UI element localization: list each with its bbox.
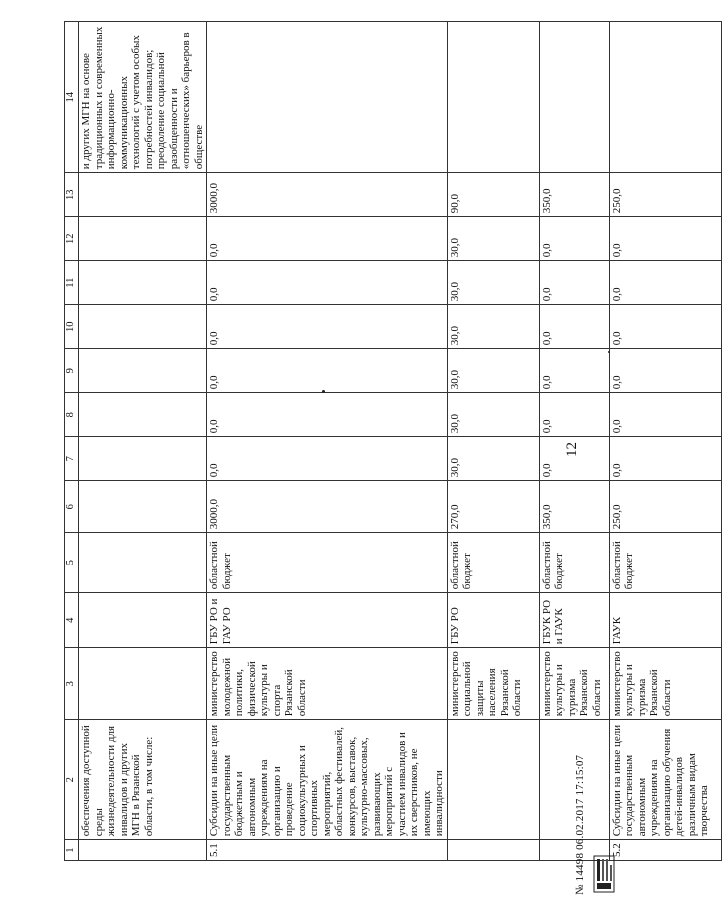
table-cell-col-4	[79, 593, 207, 648]
table-cell-col-3: министерство культуры и туризма Рязанской области	[609, 648, 721, 720]
table-cell-col-12: 0,0	[207, 217, 448, 261]
column-header-4: 4	[65, 593, 79, 648]
table-cell-col-13: 3000,0	[207, 173, 448, 217]
column-header-14: 14	[65, 22, 79, 173]
table-cell-col-7: 0,0	[207, 437, 448, 481]
table-cell-col-5: областной бюджет	[539, 533, 609, 593]
column-header-9: 9	[65, 349, 79, 393]
scan-speck	[608, 351, 610, 353]
table-cell-col-7: 30,0	[447, 437, 539, 481]
column-header-12: 12	[65, 217, 79, 261]
table-cell-col-8	[79, 393, 207, 437]
table-cell-col-13	[79, 173, 207, 217]
table-cell-col-1: 5.2	[609, 840, 721, 861]
column-header-3: 3	[65, 648, 79, 720]
table-cell-col-14	[207, 22, 448, 173]
table-cell-col-14: и других МГН на основе традиционных и современных информационно-коммуникационных технологий с учетом особых потребностей инвалидов; преодоление социальной разобщенности и «отношенческих» барьеров в обществе	[79, 22, 207, 173]
table-row-5-1-b	[447, 22, 539, 861]
table-cell-col-4: ГАУК	[609, 593, 721, 648]
table-cell-col-9: 0,0	[207, 349, 448, 393]
table-cell-col-5: областной бюджет	[609, 533, 721, 593]
table-row-5-1-a	[207, 22, 448, 861]
table-cell-col-12: 30,0	[447, 217, 539, 261]
table-cell-col-1	[79, 840, 207, 861]
table-cell-col-3: министерство молодежной политики, физической культуры и спорта Рязанской области	[207, 648, 448, 720]
table-cell-col-8: 0,0	[609, 393, 721, 437]
table-cell-col-13: 90,0	[447, 173, 539, 217]
table-cell-col-5: областной бюджет	[447, 533, 539, 593]
table-cell-col-11: 0,0	[609, 261, 721, 305]
table-cell-col-7: 0,0	[609, 437, 721, 481]
table-cell-col-9: 30,0	[447, 349, 539, 393]
table-cell-col-1: 5.1	[207, 840, 448, 861]
table-cell-col-9: 0,0	[609, 349, 721, 393]
table-cell-col-8: 0,0	[207, 393, 448, 437]
column-header-8: 8	[65, 393, 79, 437]
table-cell-col-13: 350,0	[539, 173, 609, 217]
table-cell-col-6	[79, 481, 207, 533]
scan-speck	[322, 390, 325, 393]
table-cell-col-11: 30,0	[447, 261, 539, 305]
table-cell-col-11: 0,0	[539, 261, 609, 305]
table-cell-col-10: 30,0	[447, 305, 539, 349]
table-cell-col-1	[447, 840, 539, 861]
column-header-1: 1	[65, 840, 79, 861]
column-header-13: 13	[65, 173, 79, 217]
table-row-intro	[79, 22, 207, 861]
registration-stamp	[593, 855, 615, 893]
registry-note: № 14498 06.02.2017 17:15:07	[574, 754, 586, 895]
table-cell-col-14	[447, 22, 539, 173]
table-cell-col-2: Субсидии на иные цели государственным бюджетным и автономным учреждениям на организацию и проведение социокультурных и спортивных мероприятий, областных фестивалей, конкурсов, выставок, культурно-массовых, развивающих мероприятий с участием инвалидов и их сверстников, не имеющих инвалидности	[207, 720, 448, 840]
table-cell-col-2	[447, 720, 539, 840]
column-header-5: 5	[65, 533, 79, 593]
table-cell-col-2: обеспечения доступной среды жизнедеятельности для инвалидов и других МГН в Рязанской области, в том числе:	[79, 720, 207, 840]
table-cell-col-12: 0,0	[609, 217, 721, 261]
table-cell-col-10	[79, 305, 207, 349]
table-cell-col-13: 250,0	[609, 173, 721, 217]
table-cell-col-14	[539, 22, 609, 173]
table-cell-col-4: ГБУ РО	[447, 593, 539, 648]
table-cell-col-9	[79, 349, 207, 393]
column-header-2: 2	[65, 720, 79, 840]
table-cell-col-3: министерство культуры и туризма Рязанской области	[539, 648, 609, 720]
column-header-11: 11	[65, 261, 79, 305]
table-cell-col-3	[79, 648, 207, 720]
table-cell-col-6: 350,0	[539, 481, 609, 533]
table-cell-col-9: 0,0	[539, 349, 609, 393]
table-cell-col-6: 250,0	[609, 481, 721, 533]
page-number: 12	[564, 442, 580, 457]
table-cell-col-7	[79, 437, 207, 481]
table-cell-col-5: областной бюджет	[207, 533, 448, 593]
column-header-10: 10	[65, 305, 79, 349]
table-cell-col-6: 270,0	[447, 481, 539, 533]
table-cell-col-8: 0,0	[539, 393, 609, 437]
table-cell-col-12: 0,0	[539, 217, 609, 261]
table-cell-col-11	[79, 261, 207, 305]
program-activities-table	[64, 21, 722, 861]
table-cell-col-10: 0,0	[207, 305, 448, 349]
table-row-5-2	[609, 22, 721, 861]
column-header-6: 6	[65, 481, 79, 533]
table-cell-col-4: ГБУ РО и ГАУ РО	[207, 593, 448, 648]
table-cell-col-12	[79, 217, 207, 261]
table-cell-col-7: 0,0	[539, 437, 609, 481]
table-cell-col-14	[609, 22, 721, 173]
table-cell-col-11: 0,0	[207, 261, 448, 305]
column-header-row	[65, 22, 79, 861]
table-cell-col-3: министерство социальной защиты населения Рязанской области	[447, 648, 539, 720]
table-cell-col-10: 0,0	[539, 305, 609, 349]
table-cell-col-8: 30,0	[447, 393, 539, 437]
table-cell-col-5	[79, 533, 207, 593]
table-cell-col-10: 0,0	[609, 305, 721, 349]
table-cell-col-6: 3000,0	[207, 481, 448, 533]
column-header-7: 7	[65, 437, 79, 481]
table-cell-col-4: ГБУК РО и ГАУК	[539, 593, 609, 648]
table-cell-col-2: Субсидии на иные цели государственным автономным учреждениям на организацию обучения детей-инвалидов различным видам творчества	[609, 720, 721, 840]
